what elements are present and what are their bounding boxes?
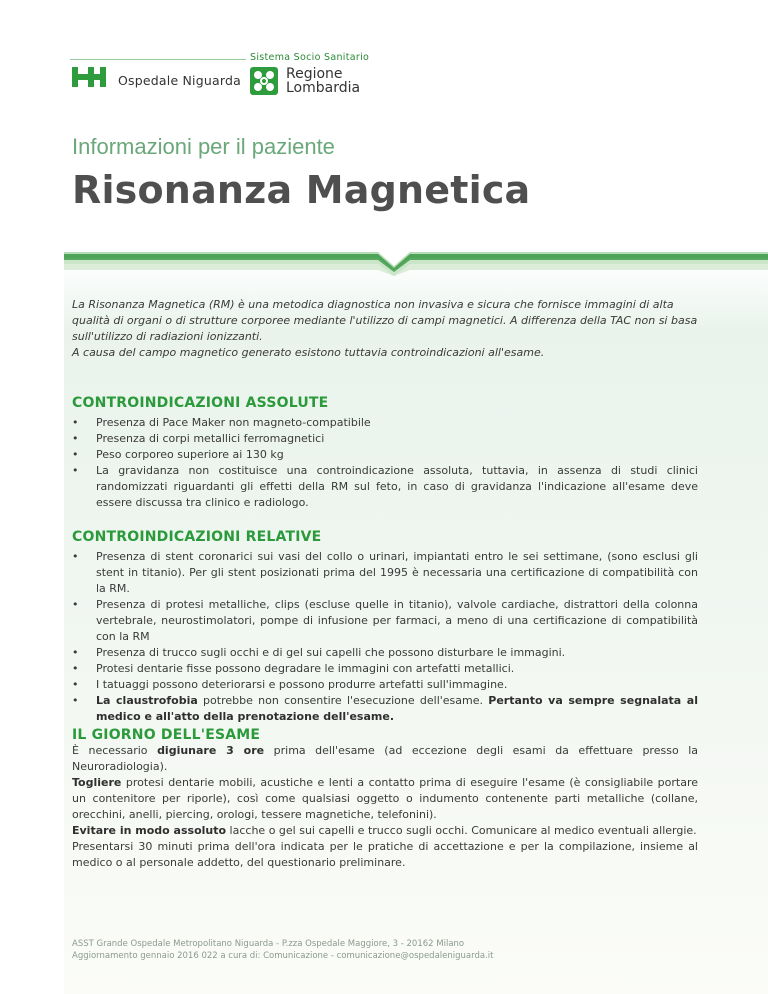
intro-text-2: A causa del campo magnetico generato esistono tuttavia controindicazioni all'esame.: [72, 346, 545, 359]
absolute-list: [72, 415, 698, 511]
list-item: • La gravidanza non costituisce una controindicazione assoluta, tuttavia, in assenza di studi clinici randomizzati riguardanti gli effetti della RM sul feto, in caso di gravidanza l'indicazione all'esame deve essere discussa tra clinico e radiologo.: [72, 464, 698, 509]
regione-rose-icon: [250, 67, 278, 95]
exam-day-remove: Togliere protesi dentarie mobili, acustiche e lenti a contatto prima di eseguire l'esame (è consigliabile portare un contenitore per riporle), così come qualsiasi oggetto o indumento contenente parti metalliche (collane, orecchini, anelli, piercing, orologi, tessere magnetiche, telefonini).: [72, 776, 698, 821]
region-line-1: Regione: [286, 66, 343, 82]
system-label: Sistema Socio Sanitario: [250, 52, 370, 63]
footer-update: Aggiornamento gennaio 2016 022 a cura di: Comunicazione - comunicazione@ospedaleniguarda.it: [72, 951, 494, 961]
region-line-2: Lombardia: [286, 80, 361, 96]
list-item: • Presenza di Pace Maker non magneto-compatibile: [72, 416, 371, 429]
header-rule: [70, 59, 246, 60]
list-item: • Presenza di stent coronarici sui vasi del collo o urinari, impiantati entro le sei settimane, (sono esclusi gli stent in titanio). Per gli stent posizionati prima del 1995 è necessaria una certificazione di compatibilità con la RM.: [72, 550, 698, 595]
niguarda-logo: [72, 67, 241, 93]
relative-contraindications-section: [72, 529, 698, 725]
exam-day-avoid: Evitare in modo assoluto lacche o gel sui capelli e trucco sugli occhi. Comunicare al medico eventuali allergie.: [72, 824, 697, 837]
exam-day-heading: IL GIORNO DELL'ESAME: [72, 727, 261, 743]
niguarda-logo-icon: [72, 67, 108, 93]
relative-list: [72, 549, 698, 725]
exam-day-arrive: Presentarsi 30 minuti prima dell'ora indicata per le pratiche di accettazione e per la compilazione, insieme al medico o al personale addetto, del questionario preliminare.: [72, 840, 698, 869]
hospital-name: Ospedale Niguarda: [118, 72, 241, 88]
green-chevron-band: [64, 240, 768, 276]
list-item-claustrophobia: • La claustrofobia potrebbe non consentire l'esecuzione dell'esame. Pertanto va sempre segnalata al medico e all'atto della prenotazione dell'esame.: [72, 694, 698, 723]
absolute-heading: CONTROINDICAZIONI ASSOLUTE: [72, 395, 329, 411]
list-item: • Presenza di protesi metalliche, clips (escluse quelle in titanio), valvole cardiache, distrattori della colonna vertebrale, neurostimolatori, pompe di infusione per farmaci, a meno di una certificazione di compatibilità con la RM: [72, 598, 698, 643]
footer: [72, 938, 493, 962]
list-item: • Protesi dentarie fisse possono degradare le immagini con artefatti metallici.: [72, 662, 515, 675]
intro-text-1: La Risonanza Magnetica (RM) è una metodica diagnostica non invasiva e sicura che fornisce immagini di alta qualità di organi o di strutture corporee mediante l'utilizzo di campi magnetici. A differenza della TAC non si basa sull'utilizzo di radiazioni ionizzanti.: [72, 298, 698, 343]
list-item: • Peso corporeo superiore ai 130 kg: [72, 448, 284, 461]
footer-address: ASST Grande Ospedale Metropolitano Niguarda - P.zza Ospedale Maggiore, 3 - 20162 Milano: [72, 939, 465, 949]
page-subtitle: Informazioni per il paziente: [72, 134, 335, 159]
list-item: • Presenza di trucco sugli occhi e di gel sui capelli che possono disturbare le immagini.: [72, 646, 566, 659]
intro-paragraph: [72, 297, 698, 361]
relative-heading: CONTROINDICAZIONI RELATIVE: [72, 529, 322, 545]
list-item: • I tatuaggi possono deteriorarsi e possono produrre artefatti sull'immagine.: [72, 678, 508, 691]
list-item: • Presenza di corpi metallici ferromagnetici: [72, 432, 325, 445]
exam-day-section: [72, 727, 698, 871]
regione-logo: [250, 67, 360, 95]
absolute-contraindications-section: [72, 395, 698, 511]
page-title: Risonanza Magnetica: [72, 168, 531, 212]
exam-day-fasting: È necessario digiunare 3 ore prima dell'esame (ad eccezione degli esami da effettuare presso la Neuroradiologia).: [72, 744, 698, 773]
